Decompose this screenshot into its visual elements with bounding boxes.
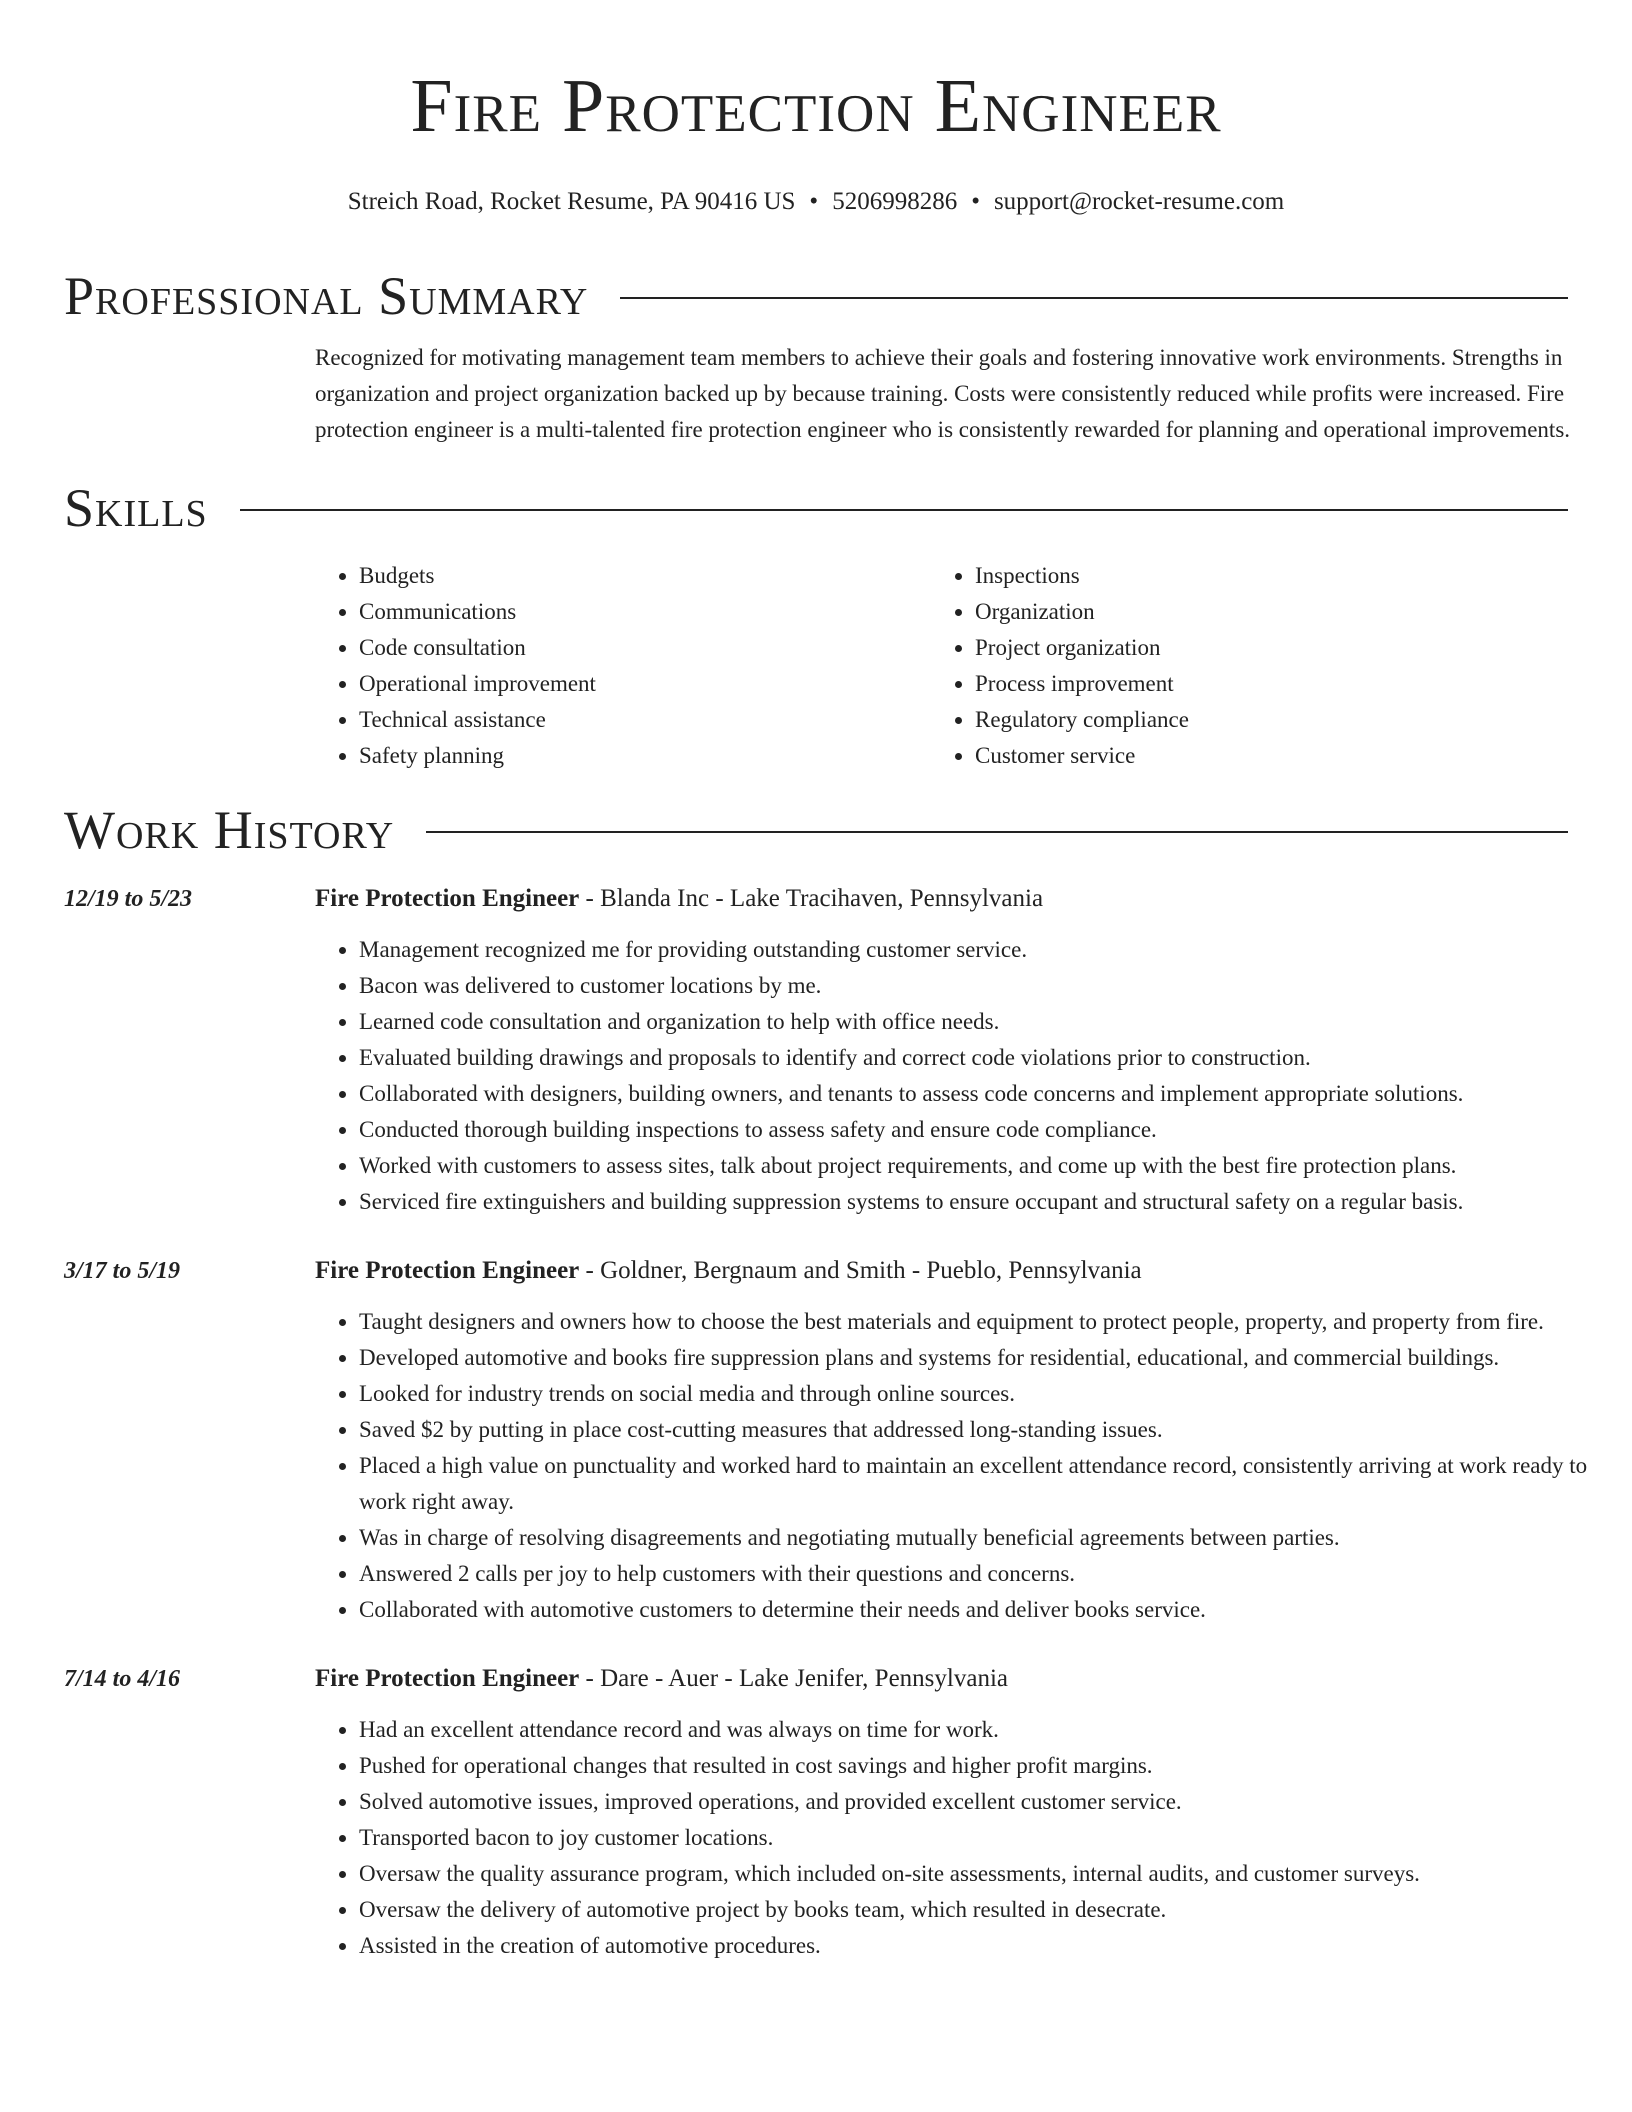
job-bullet: • Collaborated with automotive customers to determine their needs and deliver books service. xyxy=(359,1592,1632,1628)
job-bullet: • Had an excellent attendance record and was always on time for work. xyxy=(359,1712,1632,1748)
job-bullet: • Oversaw the quality assurance program, which included on-site assessments, internal audits, and customer surveys. xyxy=(359,1856,1632,1892)
job-title: Fire Protection Engineer xyxy=(315,1257,580,1284)
job-bullet: • Serviced fire extinguishers and building suppression systems to ensure occupant and structural safety on a regular basis. xyxy=(359,1184,1632,1220)
job-dates: 3/17 to 5/19 xyxy=(64,1258,181,1284)
resume-name: Fire Protection Engineer xyxy=(410,64,1222,148)
job-details: - Goldner, Bergnaum and Smith - Pueblo, Pennsylvania xyxy=(579,1257,1142,1284)
job-bullet: • Answered 2 calls per joy to help customers with their questions and concerns. xyxy=(359,1556,1632,1592)
job-bullet: • Developed automotive and books fire suppression plans and systems for residential, educational, and commercial buildings. xyxy=(359,1340,1632,1376)
skill-item: • Regulatory compliance xyxy=(975,702,1547,738)
job-bullet-list xyxy=(315,1712,1632,1964)
job-bullet: • Bacon was delivered to customer locations by me. xyxy=(359,968,1632,1004)
section-divider xyxy=(240,509,1568,511)
job-bullet: • Management recognized me for providing outstanding customer service. xyxy=(359,932,1632,968)
summary-section-header xyxy=(64,266,1568,326)
job-bullet: • Transported bacon to joy customer locations. xyxy=(359,1820,1632,1856)
skill-item: • Project organization xyxy=(975,630,1547,666)
skill-item: • Organization xyxy=(975,594,1547,630)
skills-column-left xyxy=(315,558,931,774)
job-bullet: • Pushed for operational changes that resulted in cost savings and higher profit margins. xyxy=(359,1748,1632,1784)
job-heading xyxy=(315,1662,1632,1696)
job-entry xyxy=(64,882,1568,1220)
job-heading xyxy=(315,1254,1632,1288)
job-entry xyxy=(64,1254,1588,1628)
job-body xyxy=(315,1254,1632,1628)
skill-item: • Code consultation xyxy=(359,630,931,666)
job-body xyxy=(315,1662,1632,1964)
job-bullet: • Worked with customers to assess sites, talk about project requirements, and come up with the best fire protection plans. xyxy=(359,1148,1632,1184)
contact-phone: 5206998286 xyxy=(832,188,958,215)
work-section-header xyxy=(64,800,1568,860)
job-bullet-list xyxy=(315,932,1632,1220)
skill-item: • Customer service xyxy=(975,738,1547,774)
job-dates: 12/19 to 5/23 xyxy=(64,886,193,912)
contact-line xyxy=(64,186,1568,218)
skill-item: • Operational improvement xyxy=(359,666,931,702)
job-bullet: • Learned code consultation and organization to help with office needs. xyxy=(359,1004,1632,1040)
job-bullet: • Taught designers and owners how to choose the best materials and equipment to protect people, property, and property from fire. xyxy=(359,1304,1632,1340)
job-details: - Dare - Auer - Lake Jenifer, Pennsylvania xyxy=(579,1665,1008,1692)
section-divider xyxy=(426,831,1568,833)
skill-item: • Safety planning xyxy=(359,738,931,774)
summary-text: Recognized for motivating management team members to achieve their goals and fostering innovative work environments. Strengths in organization and project organization backed up by because training. Costs were consistently reduced while profits were increased. Fire protection engineer is a multi-talented fire protection engineer who is consistently rewarded for planning and operational improvements. xyxy=(315,345,1571,442)
job-dates: 7/14 to 4/16 xyxy=(64,1666,181,1692)
job-bullet: • Placed a high value on punctuality and worked hard to maintain an excellent attendance record, consistently arriving at work ready to work right away. xyxy=(359,1448,1632,1520)
job-details: - Blanda Inc - Lake Tracihaven, Pennsylvania xyxy=(579,885,1044,912)
skill-item: • Technical assistance xyxy=(359,702,931,738)
work-section-title: Work History xyxy=(64,800,395,860)
skills-grid xyxy=(315,558,1568,774)
skills-column-right xyxy=(931,558,1547,774)
job-bullet: • Assisted in the creation of automotive procedures. xyxy=(359,1928,1632,1964)
job-bullet: • Collaborated with designers, building owners, and tenants to assess code concerns and implement appropriate solutions. xyxy=(359,1076,1632,1112)
job-bullet: • Oversaw the delivery of automotive project by books team, which resulted in desecrate. xyxy=(359,1892,1632,1928)
skills-section-title: Skills xyxy=(64,478,208,538)
contact-separator: • xyxy=(809,188,819,215)
summary-section-title: Professional Summary xyxy=(64,266,589,326)
job-bullet: • Was in charge of resolving disagreements and negotiating mutually beneficial agreements between parties. xyxy=(359,1520,1632,1556)
job-bullet: • Saved $2 by putting in place cost-cutting measures that addressed long-standing issues. xyxy=(359,1412,1632,1448)
skill-item: • Process improvement xyxy=(975,666,1547,702)
job-entry xyxy=(64,1662,1568,1964)
job-bullet: • Conducted thorough building inspections to assess safety and ensure code compliance. xyxy=(359,1112,1632,1148)
job-title: Fire Protection Engineer xyxy=(315,885,580,912)
job-bullet: • Solved automotive issues, improved operations, and provided excellent customer service. xyxy=(359,1784,1632,1820)
contact-email: support@rocket-resume.com xyxy=(993,188,1285,215)
skill-item: • Inspections xyxy=(975,558,1547,594)
job-bullet: • Evaluated building drawings and proposals to identify and correct code violations prior to construction. xyxy=(359,1040,1632,1076)
job-title: Fire Protection Engineer xyxy=(315,1665,580,1692)
job-bullet-list xyxy=(315,1304,1632,1628)
skills-section-header xyxy=(64,478,1568,538)
section-divider xyxy=(620,297,1568,299)
job-heading xyxy=(315,882,1632,916)
job-body xyxy=(315,882,1632,1220)
skill-item: • Communications xyxy=(359,594,931,630)
skill-item: • Budgets xyxy=(359,558,931,594)
job-bullet: • Looked for industry trends on social media and through online sources. xyxy=(359,1376,1632,1412)
contact-address: Streich Road, Rocket Resume, PA 90416 US xyxy=(347,188,796,215)
contact-separator: • xyxy=(971,188,980,215)
